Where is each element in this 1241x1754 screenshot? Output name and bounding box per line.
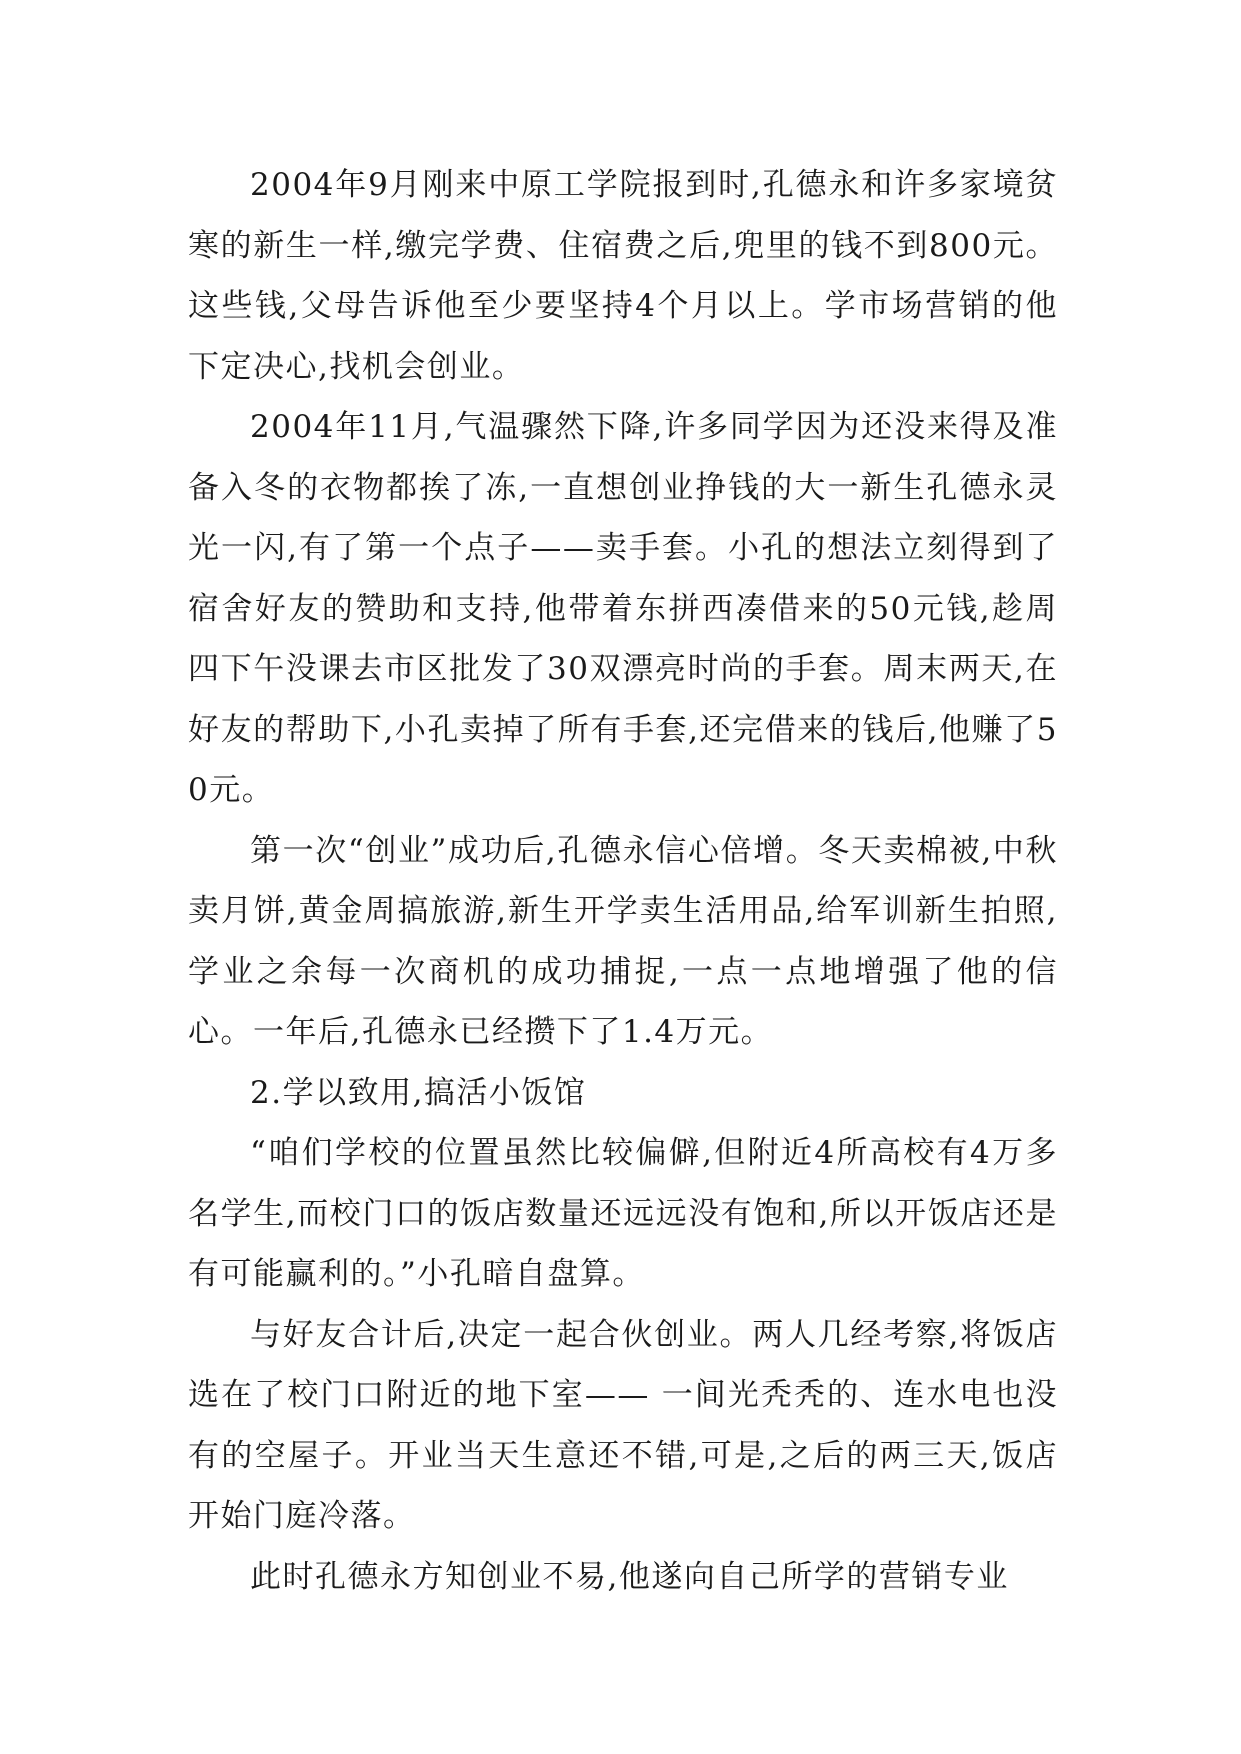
section-heading: 2.学以致用,搞活小饭馆: [250, 1074, 587, 1111]
paragraph-3: 第一次“创业”成功后,孔德永信心倍增。冬天卖棉被,中秋卖月饼,黄金周搞旅游,新生开学卖生活用品,给军训新生拍照,学业之余每一次商机的成功捕捉,一点一点地增强了他的信心。一年后,孔德永已经攒下了1.4万元。: [188, 832, 1058, 1050]
paragraph-2: 2004年11月,气温骤然下降,许多同学因为还没来得及准备入冬的衣物都挨了冻,一直想创业挣钱的大一新生孔德永灵光一闪,有了第一个点子——卖手套。小孔的想法立刻得到了宿舍好友的赞助和支持,他带着东拼西凑借来的50元钱,趁周四下午没课去市区批发了30双漂亮时尚的手套。周末两天,在好友的帮助下,小孔卖掉了所有手套,还完借来的钱后,他赚了50元。: [188, 409, 1058, 808]
paragraph-5: 与好友合计后,决定一起合伙创业。两人几经考察,将饭店选在了校门口附近的地下室—— 一间光秃秃的、连水电也没有的空屋子。开业当天生意还不错,可是,之后的两三天,饭店开始门庭冷落。: [188, 1316, 1058, 1534]
document-body: [188, 155, 1058, 1607]
paragraph-6: 此时孔德永方知创业不易,他遂向自己所学的营销专业: [250, 1558, 1009, 1595]
paragraph-1: 2004年9月刚来中原工学院报到时,孔德永和许多家境贫寒的新生一样,缴完学费、住宿费之后,兜里的钱不到800元。这些钱,父母告诉他至少要坚持4个月以上。学市场营销的他下定决心,找机会创业。: [188, 167, 1058, 385]
paragraph-4: “咱们学校的位置虽然比较偏僻,但附近4所高校有4万多名学生,而校门口的饭店数量还远远没有饱和,所以开饭店还是有可能赢利的。”小孔暗自盘算。: [188, 1135, 1058, 1292]
